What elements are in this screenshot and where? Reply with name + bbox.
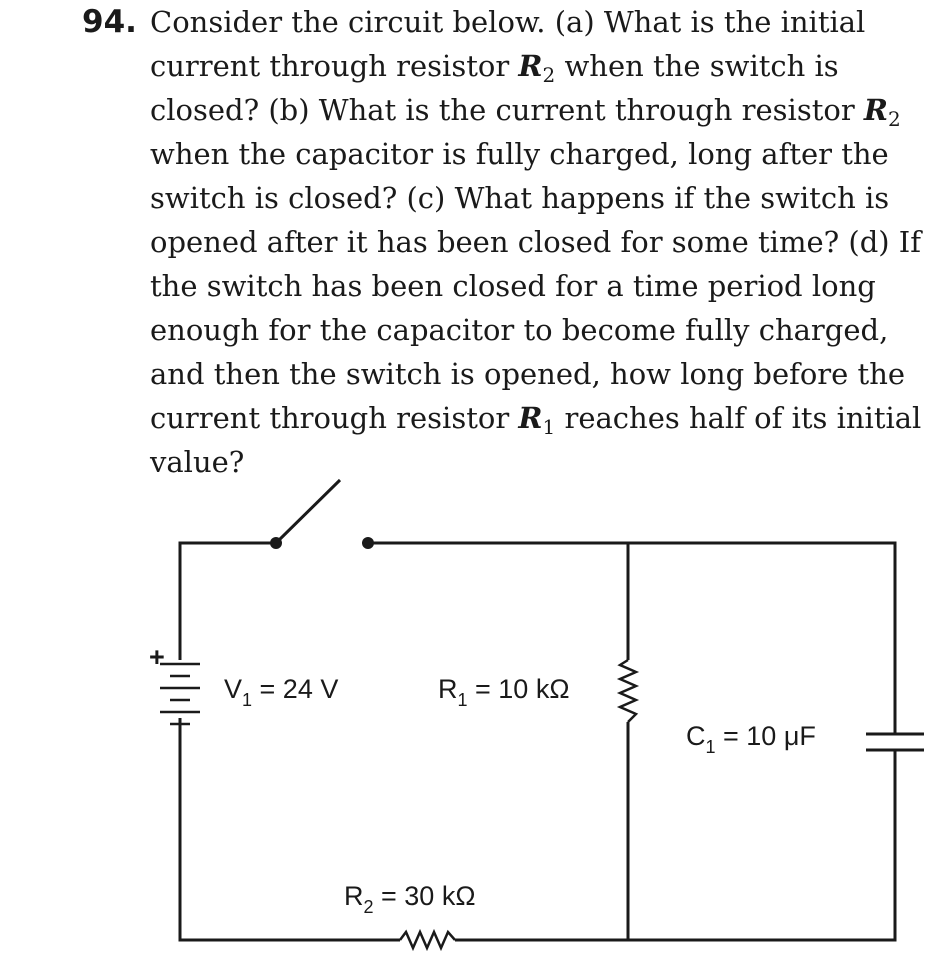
r1-value: = 10 kΩ [467,674,570,704]
line-text: when the switch is [555,49,839,83]
switch-lever [276,480,340,543]
line-text: switch is closed? (c) What happens if the switch is [150,181,890,215]
c1-symbol: C [686,721,706,751]
line-text: the switch has been closed for a time period long [150,269,876,303]
r1-symbol: R [438,674,458,704]
problem-line-7 [150,264,876,308]
battery-polarity: + [149,642,165,672]
battery-symbol: V [224,674,243,704]
r2-subscript: 2 [363,897,374,917]
problem-line-6 [150,220,921,264]
resistor-r2-icon [400,932,455,948]
line-text: current through resistor [150,401,519,435]
problem-line-8 [150,308,888,352]
c1-label [686,721,816,757]
r1-label [438,674,570,710]
variable-subscript: 2 [888,107,901,131]
switch-terminal-left [270,537,282,549]
problem-line-1 [150,0,865,44]
battery-subscript: 1 [242,690,253,710]
wire-right-top [368,543,895,734]
line-text: Consider the circuit below. (a) What is the initial [150,5,866,39]
problem-text [0,0,928,480]
line-text: value? [150,445,245,479]
capacitor-c1-icon [866,734,924,750]
battery-icon [160,664,200,724]
problem-line-3 [150,88,901,135]
r2-symbol: R [344,881,364,911]
problem-line-4 [150,132,889,176]
variable-r: R [518,401,543,435]
problem-line-5 [150,176,889,220]
variable-r: R [863,93,889,127]
line-text: enough for the capacitor to become fully charged, [150,313,889,347]
line-text: when the capacitor is fully charged, long after the [150,137,889,171]
problem-line-10 [150,396,921,443]
resistor-r1-icon [620,660,636,722]
battery-label [224,674,338,710]
variable-r: R [518,49,543,83]
battery-value: = 24 V [252,674,339,704]
line-text: reaches half of its initial [555,401,922,435]
variable-subscript: 1 [542,415,556,439]
problem-line-9 [150,352,905,396]
line-text: opened after it has been closed for some time? (d) If [150,225,921,259]
r2-label [344,881,476,917]
wire-left-top [180,543,276,660]
switch-terminal-right [362,537,374,549]
circuit-diagram [0,470,928,966]
wire-bottom-right [455,750,895,940]
problem-number: 94. [82,4,137,40]
variable-subscript: 2 [542,63,556,87]
c1-value: = 10 μF [715,721,816,751]
line-text: closed? (b) What is the current through resistor [150,93,864,127]
r2-value: = 30 kΩ [373,881,476,911]
line-text: current through resistor [150,49,519,83]
c1-subscript: 1 [705,737,716,757]
problem-line-2 [150,44,839,91]
r1-subscript: 1 [457,690,468,710]
line-text: and then the switch is opened, how long before the [150,357,906,391]
